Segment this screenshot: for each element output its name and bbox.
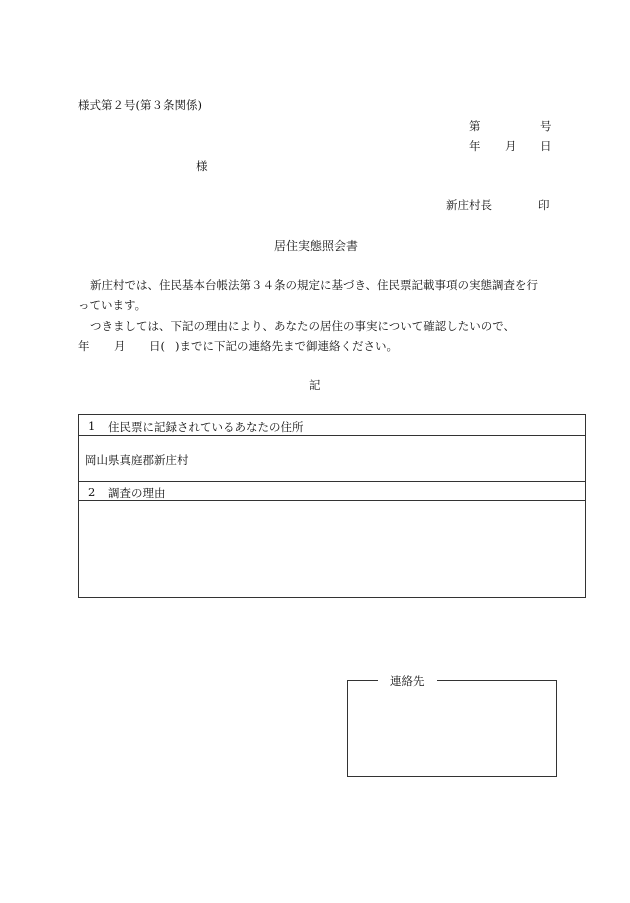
section1-number: 1 xyxy=(88,419,96,433)
deadline-instruction: )までに下記の連絡先まで御連絡ください。 xyxy=(175,339,398,353)
section2-number: 2 xyxy=(88,485,96,499)
deadline-day-label: 日( xyxy=(149,339,165,353)
sender-name: 新庄村長 xyxy=(446,198,492,212)
section1-label: 住民票に記録されているあなたの住所 xyxy=(108,420,304,434)
contact-box xyxy=(347,674,557,777)
table-divider xyxy=(79,500,585,501)
body-paragraph1-line1: 新庄村では、住民基本台帳法第３４条の規定に基づき、住民票記載事項の実態調査を行 xyxy=(90,278,539,292)
addressee-suffix: 様 xyxy=(196,159,208,173)
section2-label: 調査の理由 xyxy=(108,486,166,500)
ki-heading: 記 xyxy=(309,378,321,392)
doc-number-suffix: 号 xyxy=(540,119,552,133)
document-title: 居住実態照会書 xyxy=(274,239,359,253)
body-paragraph2-line1: つきましては、下記の理由により、あなたの居住の事実について確認したいので、 xyxy=(90,319,516,333)
table-divider xyxy=(79,481,585,482)
date-month-label: 月 xyxy=(505,139,517,153)
doc-number-prefix: 第 xyxy=(469,119,481,133)
deadline-month-label: 月 xyxy=(114,339,126,353)
seal-text: 印 xyxy=(538,198,550,212)
table-divider xyxy=(79,435,585,436)
date-year-label: 年 xyxy=(469,139,481,153)
deadline-year-label: 年 xyxy=(78,339,90,353)
contact-label: 連絡先 xyxy=(378,673,437,689)
seal-mark xyxy=(538,197,550,213)
section1-address: 岡山県真庭郡新庄村 xyxy=(85,453,189,467)
form-number: 様式第２号(第３条関係) xyxy=(78,98,202,112)
record-table xyxy=(78,414,586,598)
body-paragraph1-line2: っています。 xyxy=(78,298,147,312)
date-day-label: 日 xyxy=(540,139,552,153)
